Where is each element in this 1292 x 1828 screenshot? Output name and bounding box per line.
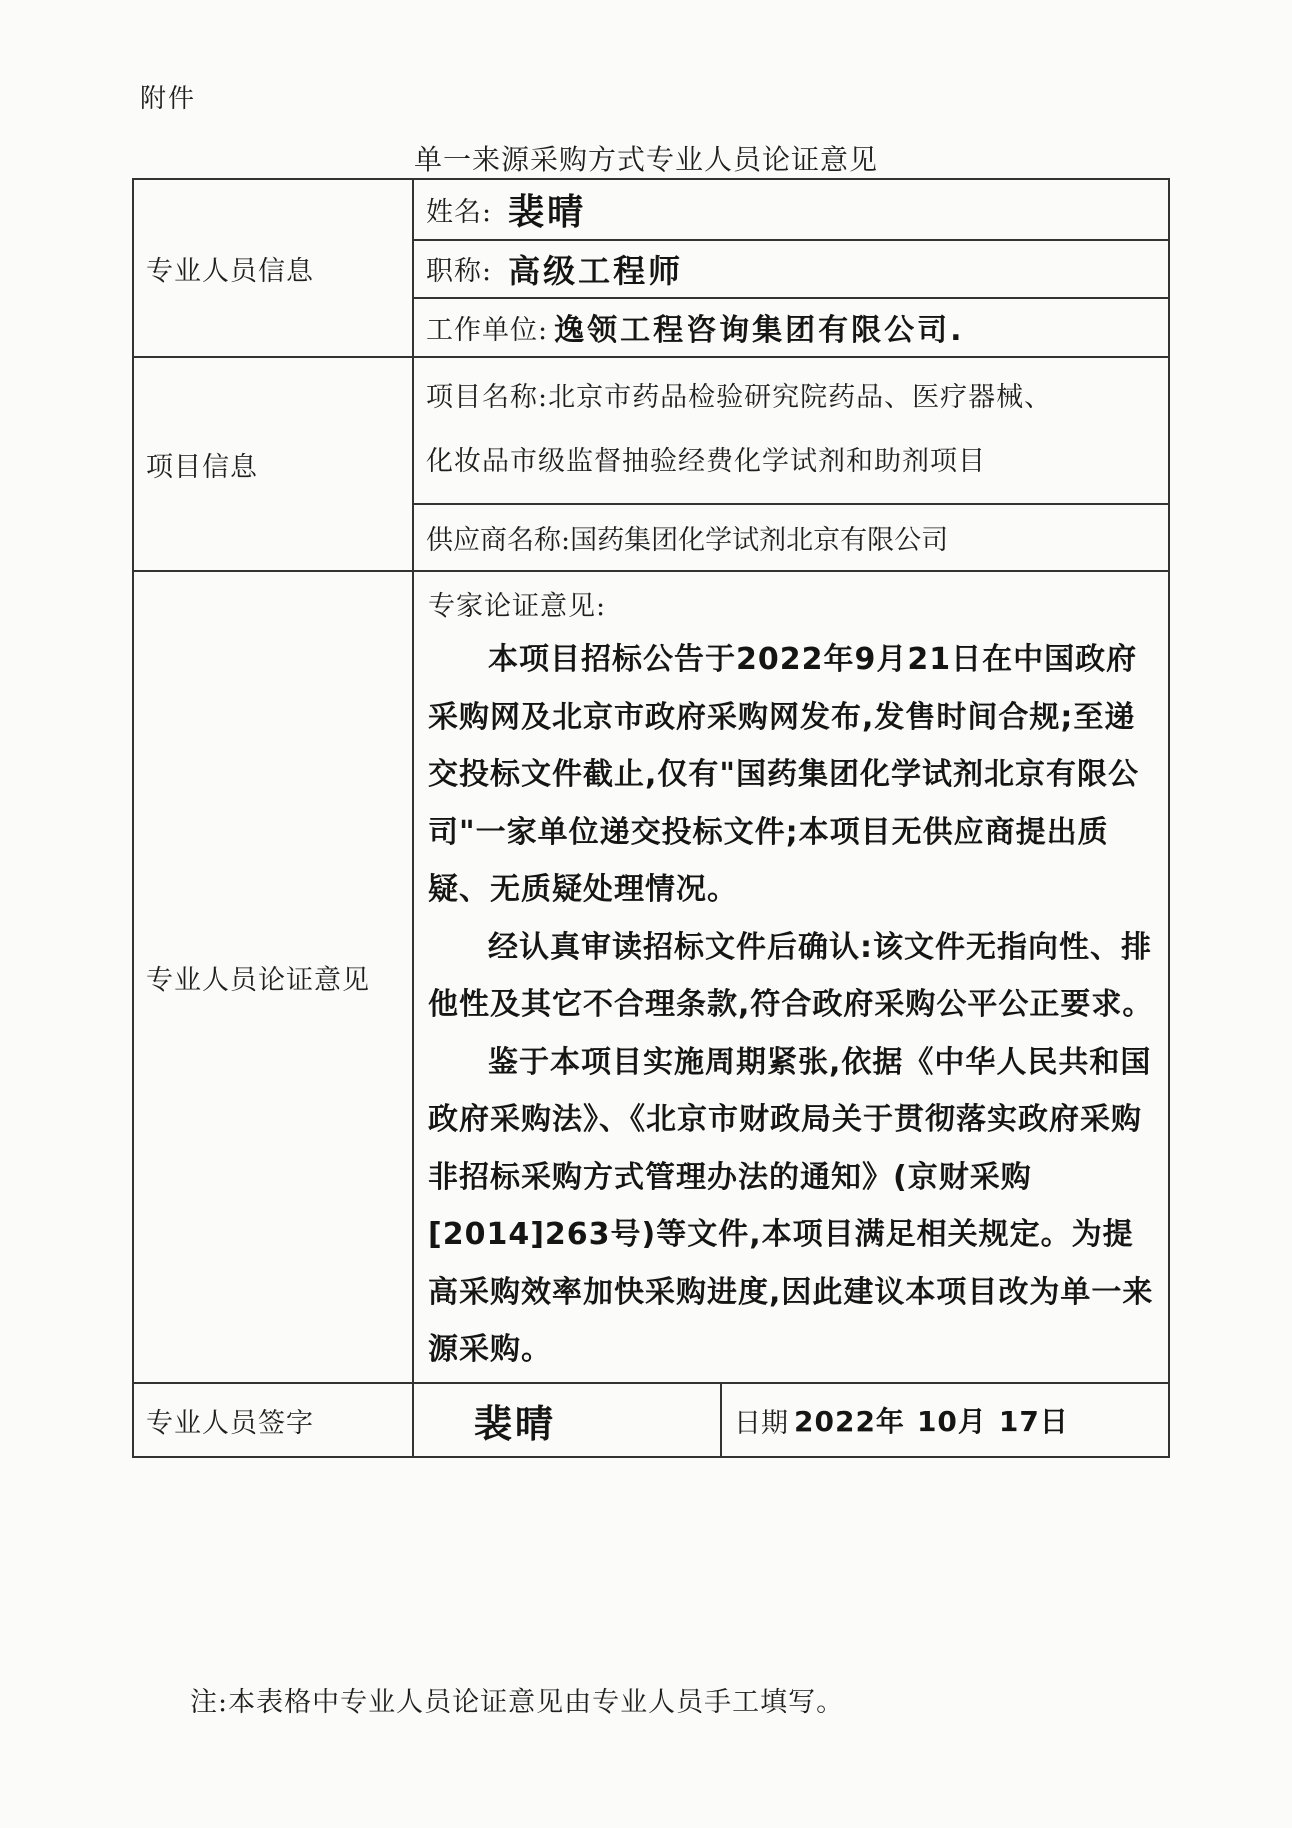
signature-label: 专业人员签字 (134, 1384, 414, 1456)
project-name-cell (414, 358, 1168, 505)
date-month: 10月 (916, 1405, 987, 1438)
project-section-label: 项目信息 (134, 358, 414, 570)
name-cell (414, 180, 1168, 241)
name-value: 裴晴 (508, 192, 587, 234)
opinion-paragraph-1: 本项目招标公告于2022年9月21日在中国政府采购网及北京市政府采购网发布,发售时间合规;至递交投标文件截止,仅有"国药集团化学试剂北京有限公司"一家单位递交投标文件;本项目无供应商提出质疑、无质疑处理情况。 (428, 642, 1140, 907)
project-name-line-2: 化妆品市级监督抽验经费化学试剂和助剂项目 (426, 446, 986, 478)
opinion-paragraph-3: 鉴于本项目实施周期紧张,依据《中华人民共和国政府采购法》、《北京市财政局关于贯彻落实政府采购非招标采购方式管理办法的通知》(京财采购[2014]263号)等文件,本项目满足相关规定。为提高采购效率加快采购进度,因此建议本项目改为单一来源采购。 (428, 1044, 1154, 1367)
title-value: 高级工程师 (508, 251, 684, 290)
opinion-body (428, 631, 1154, 1379)
date-year: 2022年 (794, 1405, 905, 1438)
opinion-paragraph-2: 经认真审读招标文件后确认:该文件无指向性、排他性及其它不合理条款,符合政府采购公平公正要求。 (428, 929, 1154, 1022)
title-cell (414, 241, 1168, 298)
attachment-label: 附件 (140, 84, 197, 114)
signature-section (134, 1384, 1168, 1456)
footnote: 注:本表格中专业人员论证意见由专业人员手工填写。 (190, 1687, 845, 1718)
employer-value: 逸领工程咨询集团有限公司. (554, 313, 965, 349)
personnel-section (134, 180, 1168, 358)
title-label: 职称: (426, 256, 493, 288)
supplier-name: 供应商名称:国药集团化学试剂北京有限公司 (426, 524, 949, 556)
name-label: 姓名: (426, 197, 493, 229)
document-title: 单一来源采购方式专业人员论证意见 (413, 143, 878, 176)
date-label: 日期 (734, 1407, 788, 1439)
opinion-form-table (132, 178, 1170, 1458)
opinion-header: 专家论证意见: (428, 591, 607, 622)
employer-label: 工作单位: (426, 314, 549, 346)
project-section (134, 358, 1168, 572)
opinion-section-label: 专业人员论证意见 (134, 572, 414, 1382)
personnel-section-label: 专业人员信息 (134, 180, 414, 356)
date-day: 17日 (998, 1405, 1069, 1438)
supplier-cell (414, 505, 1168, 570)
date-cell (722, 1384, 1168, 1456)
opinion-section (134, 572, 1168, 1384)
employer-cell (414, 299, 1168, 356)
signature-value: 裴晴 (474, 1401, 557, 1446)
signature-cell (414, 1384, 722, 1456)
opinion-cell (414, 572, 1168, 1382)
project-name-line-1: 项目名称:北京市药品检验研究院药品、医疗器械、 (426, 382, 1053, 414)
